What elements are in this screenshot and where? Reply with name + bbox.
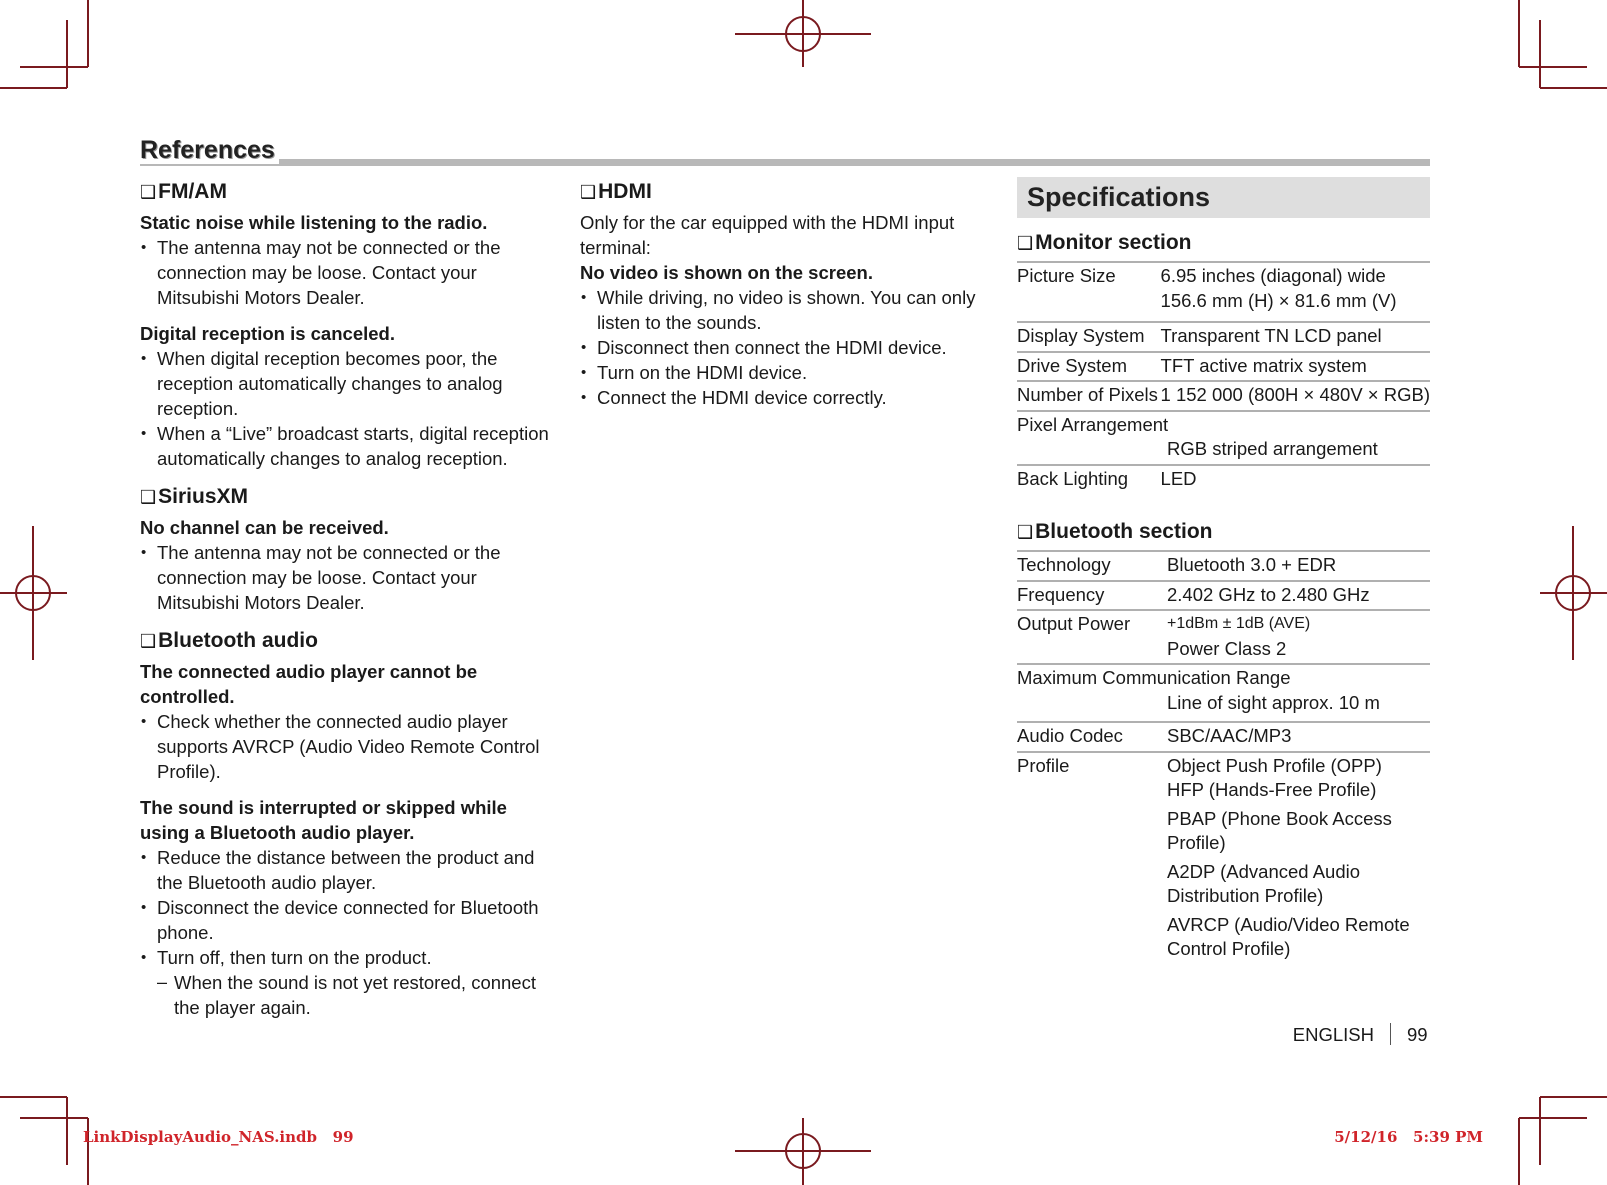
sub-list-item: – When the sound is not yet restored, connect the player again. bbox=[140, 970, 560, 1020]
question: Static noise while listening to the radio. bbox=[140, 212, 488, 233]
table-row bbox=[1017, 465, 1430, 494]
list-item: • Disconnect the device connected for Bluetooth phone. bbox=[140, 895, 560, 945]
spec-entry bbox=[1017, 411, 1430, 465]
list-item: • When a “Live” broadcast starts, digital reception automatically changes to analog reception. bbox=[140, 421, 560, 471]
spec-key: Pixel Arrangement bbox=[1017, 413, 1169, 435]
spec-value: Bluetooth 3.0 + EDR bbox=[1167, 554, 1337, 575]
spec-value: TFT active matrix system bbox=[1160, 354, 1367, 376]
spec-key: Picture Size bbox=[1017, 265, 1116, 286]
section-heading-monitor: ❑Monitor section bbox=[1017, 231, 1192, 254]
spec-value: RGB striped arrangement bbox=[1167, 438, 1378, 459]
question: The sound is interrupted or skipped while using a Bluetooth audio player. bbox=[140, 797, 507, 843]
spec-value: 6.95 inches (diagonal) wide 156.6 mm (H) × 81.6 mm (V) bbox=[1160, 265, 1397, 311]
list-item: • Disconnect then connect the HDMI device. bbox=[580, 335, 990, 360]
spec-key: Maximum Communication Range bbox=[1017, 667, 1291, 688]
question: No channel can be received. bbox=[140, 517, 389, 538]
list-item: • The antenna may not be connected or the connection may be loose. Contact your Mitsubishi Motors Dealer. bbox=[140, 235, 560, 310]
spec-value: Object Push Profile (OPP) HFP (Hands-Free Profile) PBAP (Phone Book Access Profile) A2DP (Advanced Audio Distribution Profile) AVRCP (Audio/Video Remote Control Profile) bbox=[1167, 754, 1410, 959]
column-troubleshooting-1 bbox=[140, 177, 560, 1020]
bluetooth-spec-table bbox=[1017, 550, 1430, 968]
section-heading-hdmi: ❑HDMI bbox=[580, 180, 652, 203]
answer-list bbox=[140, 709, 560, 784]
slug-date: 5/12/16 5:39 PM bbox=[1334, 1128, 1483, 1146]
checkbox-bullet-icon: ❑ bbox=[140, 487, 157, 507]
section-heading-bluetooth-audio: ❑Bluetooth audio bbox=[140, 629, 318, 652]
spec-value: 1 152 000 (800H × 480V × RGB) bbox=[1160, 384, 1430, 405]
checkbox-bullet-icon: ❑ bbox=[1017, 233, 1034, 253]
spec-value: SBC/AAC/MP3 bbox=[1167, 725, 1292, 746]
list-item: • When digital reception becomes poor, the reception automatically changes to analog reception. bbox=[140, 346, 560, 421]
section-heading-bluetooth: ❑Bluetooth section bbox=[1017, 520, 1213, 543]
question: No video is shown on the screen. bbox=[580, 262, 873, 283]
checkbox-bullet-icon: ❑ bbox=[140, 182, 157, 202]
section-heading-siriusxm: ❑SiriusXM bbox=[140, 485, 248, 508]
list-item: • Reduce the distance between the product and the Bluetooth audio player. bbox=[140, 845, 560, 895]
list-item: • Check whether the connected audio player supports AVRCP (Audio Video Remote Control Profile). bbox=[140, 709, 560, 784]
section-heading-fm-am: ❑FM/AM bbox=[140, 180, 227, 203]
answer-list bbox=[140, 235, 560, 310]
question: The connected audio player cannot be controlled. bbox=[140, 661, 478, 707]
list-item: • Turn on the HDMI device. bbox=[580, 360, 990, 385]
spec-value: +1dBm ± 1dB (AVE) Power Class 2 bbox=[1167, 615, 1311, 659]
spec-key: Output Power bbox=[1017, 613, 1131, 634]
footer-separator bbox=[1390, 1023, 1391, 1045]
slug-filename: LinkDisplayAudio_NAS.indb 99 bbox=[83, 1128, 354, 1146]
column-troubleshooting-2 bbox=[580, 177, 990, 410]
list-item: • While driving, no video is shown. You can only listen to the sounds. bbox=[580, 285, 990, 335]
spec-key: Frequency bbox=[1017, 583, 1105, 605]
table-row bbox=[1017, 610, 1430, 664]
spec-value: Line of sight approx. 10 m bbox=[1167, 691, 1380, 713]
monitor-spec-table bbox=[1017, 261, 1430, 493]
column-specifications bbox=[1017, 177, 1430, 968]
page-number: 99 bbox=[1407, 1024, 1428, 1045]
spec-value: LED bbox=[1160, 467, 1197, 489]
specifications-title: Specifications bbox=[1017, 177, 1430, 218]
checkbox-bullet-icon: ❑ bbox=[1017, 522, 1034, 542]
answer-list bbox=[140, 346, 560, 471]
spec-key: Number of Pixels bbox=[1017, 384, 1158, 405]
answer-list bbox=[580, 285, 990, 410]
spec-value: Transparent TN LCD panel bbox=[1160, 325, 1382, 346]
list-item: • Turn off, then turn on the product. bbox=[140, 945, 560, 970]
page-title: References bbox=[140, 136, 279, 164]
spec-key: Back Lighting bbox=[1017, 467, 1129, 489]
spec-key: Display System bbox=[1017, 325, 1145, 346]
table-row bbox=[1017, 262, 1430, 322]
list-item: • The antenna may not be connected or the connection may be loose. Contact your Mitsubishi Motors Dealer. bbox=[140, 540, 560, 615]
answer-list bbox=[140, 540, 560, 615]
answer-list bbox=[140, 845, 560, 1020]
checkbox-bullet-icon: ❑ bbox=[580, 182, 597, 202]
table-row bbox=[1017, 352, 1430, 382]
spec-key: Audio Codec bbox=[1017, 725, 1123, 746]
checkbox-bullet-icon: ❑ bbox=[140, 631, 157, 651]
table-row bbox=[1017, 381, 1430, 411]
spec-key: Technology bbox=[1017, 554, 1111, 575]
header-rule bbox=[140, 159, 1430, 166]
question: Digital reception is canceled. bbox=[140, 323, 395, 344]
table-row bbox=[1017, 581, 1430, 611]
table-row bbox=[1017, 322, 1430, 352]
list-item: • Connect the HDMI device correctly. bbox=[580, 385, 990, 410]
spec-key: Drive System bbox=[1017, 354, 1127, 376]
table-row bbox=[1017, 551, 1430, 581]
table-row bbox=[1017, 411, 1430, 465]
spec-key: Profile bbox=[1017, 754, 1070, 776]
spec-entry bbox=[1017, 664, 1430, 722]
table-row bbox=[1017, 722, 1430, 752]
intro-text: Only for the car equipped with the HDMI input terminal: bbox=[580, 212, 955, 258]
footer-language: ENGLISH bbox=[1292, 1024, 1374, 1045]
table-row bbox=[1017, 752, 1430, 968]
spec-value: 2.402 GHz to 2.480 GHz bbox=[1167, 583, 1370, 605]
table-row bbox=[1017, 664, 1430, 722]
